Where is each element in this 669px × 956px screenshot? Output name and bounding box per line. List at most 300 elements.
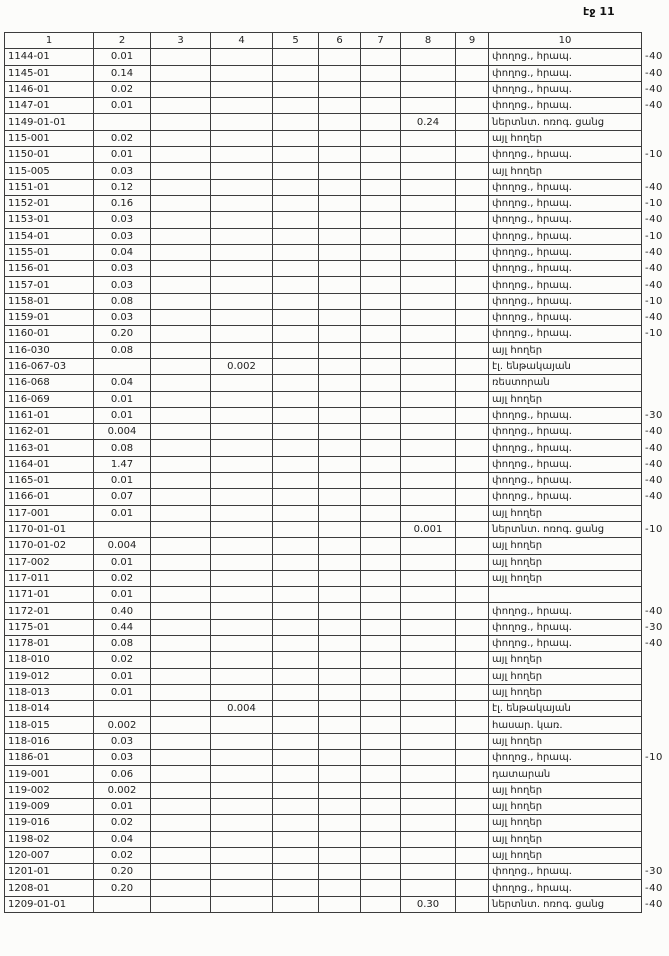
land-use-cell: փողոց., հրապ. <box>489 179 642 195</box>
value-cell <box>456 570 489 586</box>
value-cell <box>401 668 456 684</box>
margin-note <box>642 358 667 374</box>
value-cell <box>151 456 211 472</box>
value-cell <box>151 652 211 668</box>
value-cell <box>151 228 211 244</box>
value-cell <box>319 619 361 635</box>
margin-note: -40 <box>645 442 663 454</box>
column-header-10: 10 <box>489 33 642 49</box>
value-cell <box>456 603 489 619</box>
value-cell <box>319 81 361 97</box>
land-use-cell: փողոց., հրապ. <box>489 619 642 635</box>
value-cell <box>94 701 151 717</box>
value-cell <box>211 798 273 814</box>
value-cell <box>211 407 273 423</box>
value-cell <box>401 244 456 260</box>
column-header-9: 9 <box>456 33 489 49</box>
table-row <box>5 473 667 489</box>
value-cell <box>456 130 489 146</box>
value-cell <box>211 521 273 537</box>
parcel-code-cell: 1146-01 <box>5 81 94 97</box>
value-cell <box>319 798 361 814</box>
land-use-cell: այլ հողեր <box>489 847 642 863</box>
margin-note: -10 <box>645 752 663 764</box>
value-cell <box>319 635 361 651</box>
value-cell <box>151 244 211 260</box>
page-number-label: էջ 11 <box>583 5 615 18</box>
value-cell: 0.03 <box>94 261 151 277</box>
land-use-cell: այլ հողեր <box>489 342 642 358</box>
value-cell <box>319 244 361 260</box>
parcel-code-cell: 119-001 <box>5 766 94 782</box>
table-row <box>5 456 667 472</box>
value-cell <box>151 766 211 782</box>
margin-note <box>642 505 667 521</box>
land-use-cell: փողոց., հրապ. <box>489 277 642 293</box>
value-cell <box>456 684 489 700</box>
parcel-code-cell: 1150-01 <box>5 147 94 163</box>
value-cell <box>361 212 401 228</box>
value-cell <box>273 261 319 277</box>
value-cell <box>361 603 401 619</box>
value-cell <box>273 717 319 733</box>
value-cell <box>456 847 489 863</box>
parcel-code-cell: 1201-01 <box>5 864 94 880</box>
value-cell <box>361 554 401 570</box>
value-cell <box>211 554 273 570</box>
value-cell: 0.04 <box>94 831 151 847</box>
land-use-cell: այլ հողեր <box>489 831 642 847</box>
value-cell: 0.01 <box>94 668 151 684</box>
land-use-cell: փողոց., հրապ. <box>489 635 642 651</box>
table-row <box>5 179 667 195</box>
margin-note <box>642 847 667 863</box>
value-cell <box>401 440 456 456</box>
margin-note <box>642 733 667 749</box>
margin-note <box>642 538 667 554</box>
margin-note: -40 <box>645 67 663 79</box>
value-cell <box>361 782 401 798</box>
value-cell <box>456 212 489 228</box>
value-cell <box>273 130 319 146</box>
value-cell <box>319 163 361 179</box>
value-cell: 0.40 <box>94 603 151 619</box>
value-cell <box>401 782 456 798</box>
value-cell <box>273 391 319 407</box>
value-cell <box>211 896 273 912</box>
value-cell <box>273 456 319 472</box>
value-cell <box>273 668 319 684</box>
value-cell <box>361 358 401 374</box>
value-cell <box>151 326 211 342</box>
parcel-code-cell: 118-010 <box>5 652 94 668</box>
value-cell <box>211 261 273 277</box>
value-cell <box>361 147 401 163</box>
value-cell <box>456 98 489 114</box>
parcel-code-cell: 1144-01 <box>5 49 94 65</box>
value-cell <box>211 212 273 228</box>
value-cell <box>211 505 273 521</box>
margin-note <box>642 831 667 847</box>
land-use-cell: այլ հողեր <box>489 798 642 814</box>
value-cell <box>319 49 361 65</box>
value-cell <box>211 587 273 603</box>
value-cell <box>319 750 361 766</box>
value-cell <box>273 782 319 798</box>
value-cell: 1.47 <box>94 456 151 472</box>
value-cell <box>273 864 319 880</box>
value-cell <box>319 587 361 603</box>
value-cell <box>211 619 273 635</box>
value-cell <box>456 407 489 423</box>
value-cell <box>211 766 273 782</box>
value-cell <box>319 896 361 912</box>
value-cell <box>456 49 489 65</box>
value-cell: 0.001 <box>401 521 456 537</box>
parcel-code-cell: 1162-01 <box>5 424 94 440</box>
column-header-5: 5 <box>273 33 319 49</box>
value-cell <box>401 880 456 896</box>
value-cell <box>273 505 319 521</box>
value-cell <box>151 635 211 651</box>
value-cell <box>456 896 489 912</box>
margin-note: -10 <box>645 230 663 242</box>
value-cell <box>211 880 273 896</box>
table-row <box>5 635 667 651</box>
value-cell <box>273 489 319 505</box>
land-use-cell: այլ հողեր <box>489 505 642 521</box>
value-cell <box>361 130 401 146</box>
table-row <box>5 98 667 114</box>
value-cell <box>401 49 456 65</box>
value-cell <box>361 261 401 277</box>
value-cell: 0.002 <box>94 782 151 798</box>
value-cell: 0.04 <box>94 375 151 391</box>
value-cell <box>211 489 273 505</box>
parcel-code-cell: 1159-01 <box>5 310 94 326</box>
table-header-row <box>5 33 667 49</box>
margin-note: -40 <box>645 898 663 910</box>
value-cell <box>151 684 211 700</box>
land-use-cell: այլ հողեր <box>489 130 642 146</box>
margin-note: -10 <box>645 198 663 210</box>
value-cell: 0.01 <box>94 505 151 521</box>
value-cell <box>401 407 456 423</box>
value-cell <box>151 179 211 195</box>
value-cell <box>273 701 319 717</box>
value-cell <box>456 293 489 309</box>
parcel-code-cell: 119-012 <box>5 668 94 684</box>
land-use-cell: այլ հողեր <box>489 391 642 407</box>
margin-note: -40 <box>645 605 663 617</box>
value-cell <box>151 554 211 570</box>
value-cell <box>401 750 456 766</box>
value-cell <box>361 473 401 489</box>
value-cell <box>456 244 489 260</box>
value-cell <box>151 391 211 407</box>
value-cell <box>361 505 401 521</box>
value-cell <box>456 440 489 456</box>
value-cell <box>211 163 273 179</box>
value-cell: 0.01 <box>94 473 151 489</box>
value-cell <box>456 635 489 651</box>
value-cell <box>401 163 456 179</box>
value-cell: 0.07 <box>94 489 151 505</box>
land-use-cell: փողոց., հրապ. <box>489 98 642 114</box>
value-cell <box>361 831 401 847</box>
table-row <box>5 652 667 668</box>
value-cell <box>456 538 489 554</box>
value-cell <box>273 815 319 831</box>
parcel-code-cell: 119-002 <box>5 782 94 798</box>
land-use-cell: էլ. ենթակայան <box>489 358 642 374</box>
value-cell <box>151 375 211 391</box>
value-cell <box>361 684 401 700</box>
parcel-code-cell: 1164-01 <box>5 456 94 472</box>
value-cell <box>361 326 401 342</box>
value-cell <box>94 358 151 374</box>
table-row <box>5 277 667 293</box>
value-cell <box>151 195 211 211</box>
value-cell <box>361 798 401 814</box>
table-row <box>5 489 667 505</box>
parcel-code-cell: 1147-01 <box>5 98 94 114</box>
value-cell <box>273 684 319 700</box>
land-use-cell: փողոց., հրապ. <box>489 424 642 440</box>
value-cell: 0.02 <box>94 815 151 831</box>
value-cell <box>319 652 361 668</box>
value-cell <box>401 766 456 782</box>
table-row <box>5 603 667 619</box>
value-cell <box>319 310 361 326</box>
value-cell <box>211 733 273 749</box>
value-cell <box>456 733 489 749</box>
value-cell <box>319 603 361 619</box>
value-cell <box>456 424 489 440</box>
value-cell <box>401 456 456 472</box>
parcel-code-cell: 1208-01 <box>5 880 94 896</box>
value-cell: 0.03 <box>94 310 151 326</box>
table-row <box>5 521 667 537</box>
value-cell <box>319 489 361 505</box>
table-row <box>5 538 667 554</box>
value-cell <box>319 391 361 407</box>
value-cell <box>401 619 456 635</box>
value-cell <box>361 65 401 81</box>
margin-note <box>642 391 667 407</box>
value-cell <box>151 424 211 440</box>
value-cell <box>401 701 456 717</box>
value-cell <box>401 179 456 195</box>
value-cell <box>456 701 489 717</box>
value-cell <box>151 293 211 309</box>
table-row <box>5 570 667 586</box>
value-cell: 0.002 <box>94 717 151 733</box>
value-cell <box>151 619 211 635</box>
land-use-cell: փողոց., հրապ. <box>489 407 642 423</box>
value-cell <box>273 114 319 130</box>
table-row <box>5 733 667 749</box>
margin-note <box>642 587 667 603</box>
value-cell <box>401 391 456 407</box>
parcel-code-cell: 115-001 <box>5 130 94 146</box>
value-cell <box>319 815 361 831</box>
value-cell: 0.03 <box>94 750 151 766</box>
margin-note <box>642 375 667 391</box>
column-header-4: 4 <box>211 33 273 49</box>
land-use-cell: ռեստորան <box>489 375 642 391</box>
value-cell <box>151 717 211 733</box>
value-cell <box>361 864 401 880</box>
value-cell <box>211 277 273 293</box>
value-cell <box>319 98 361 114</box>
margin-note: -40 <box>645 882 663 894</box>
value-cell <box>456 179 489 195</box>
land-use-cell: փողոց., հրապ. <box>489 489 642 505</box>
land-use-cell: փողոց., հրապ. <box>489 326 642 342</box>
value-cell <box>151 342 211 358</box>
value-cell <box>456 147 489 163</box>
land-use-cell: այլ հողեր <box>489 668 642 684</box>
value-cell <box>361 570 401 586</box>
value-cell <box>151 538 211 554</box>
value-cell <box>401 603 456 619</box>
value-cell <box>401 261 456 277</box>
value-cell <box>319 342 361 358</box>
value-cell <box>456 815 489 831</box>
value-cell <box>361 766 401 782</box>
value-cell <box>361 440 401 456</box>
table-row <box>5 619 667 635</box>
value-cell <box>273 310 319 326</box>
value-cell <box>273 212 319 228</box>
value-cell: 0.44 <box>94 619 151 635</box>
value-cell: 0.004 <box>94 424 151 440</box>
value-cell <box>211 473 273 489</box>
value-cell <box>211 815 273 831</box>
table-row <box>5 554 667 570</box>
parcel-code-cell: 116-069 <box>5 391 94 407</box>
value-cell <box>361 815 401 831</box>
value-cell <box>319 505 361 521</box>
value-cell: 0.03 <box>94 733 151 749</box>
value-cell <box>273 244 319 260</box>
margin-note <box>642 114 667 130</box>
value-cell <box>361 652 401 668</box>
land-use-cell: այլ հողեր <box>489 684 642 700</box>
table-row <box>5 49 667 65</box>
value-cell <box>151 147 211 163</box>
value-cell <box>211 375 273 391</box>
table-row <box>5 880 667 896</box>
margin-note: -40 <box>645 279 663 291</box>
value-cell <box>361 733 401 749</box>
value-cell: 0.01 <box>94 684 151 700</box>
value-cell: 0.01 <box>94 407 151 423</box>
value-cell <box>151 750 211 766</box>
table-row <box>5 750 667 766</box>
value-cell <box>319 521 361 537</box>
table-row <box>5 147 667 163</box>
value-cell <box>151 473 211 489</box>
land-use-cell: ներտնտ. ոռոգ. ցանց <box>489 114 642 130</box>
value-cell <box>361 489 401 505</box>
margin-note <box>642 684 667 700</box>
value-cell <box>361 701 401 717</box>
parcel-code-cell: 115-005 <box>5 163 94 179</box>
parcel-code-cell: 116-030 <box>5 342 94 358</box>
margin-note <box>642 570 667 586</box>
value-cell <box>273 277 319 293</box>
value-cell <box>456 766 489 782</box>
margin-note: -40 <box>645 491 663 503</box>
value-cell <box>273 766 319 782</box>
column-header-8: 8 <box>401 33 456 49</box>
value-cell <box>401 212 456 228</box>
value-cell <box>456 831 489 847</box>
value-cell: 0.02 <box>94 652 151 668</box>
land-use-cell: փողոց., հրապ. <box>489 293 642 309</box>
margin-note: -40 <box>645 214 663 226</box>
value-cell <box>273 619 319 635</box>
parcel-code-cell: 117-001 <box>5 505 94 521</box>
parcel-code-cell: 1172-01 <box>5 603 94 619</box>
land-use-cell: ներտնտ. ոռոգ. ցանց <box>489 896 642 912</box>
parcel-code-cell: 117-002 <box>5 554 94 570</box>
value-cell <box>456 391 489 407</box>
land-use-cell: փողոց., հրապ. <box>489 147 642 163</box>
parcel-code-cell: 1156-01 <box>5 261 94 277</box>
parcel-code-cell: 118-015 <box>5 717 94 733</box>
value-cell <box>401 277 456 293</box>
value-cell <box>319 277 361 293</box>
land-use-cell: այլ հողեր <box>489 163 642 179</box>
land-use-cell: փողոց., հրապ. <box>489 65 642 81</box>
value-cell <box>211 293 273 309</box>
value-cell <box>273 147 319 163</box>
margin-note: -10 <box>645 328 663 340</box>
value-cell <box>401 815 456 831</box>
land-use-cell: այլ հողեր <box>489 554 642 570</box>
margin-note: -40 <box>645 312 663 324</box>
value-cell <box>401 130 456 146</box>
land-use-cell: փողոց., հրապ. <box>489 880 642 896</box>
value-cell <box>273 342 319 358</box>
parcel-code-cell: 1186-01 <box>5 750 94 766</box>
value-cell <box>456 342 489 358</box>
margin-note: -30 <box>645 866 663 878</box>
margin-note: -40 <box>645 100 663 112</box>
value-cell <box>319 293 361 309</box>
value-cell <box>361 277 401 293</box>
land-use-cell: այլ հողեր <box>489 782 642 798</box>
value-cell <box>456 489 489 505</box>
value-cell <box>401 473 456 489</box>
value-cell <box>456 358 489 374</box>
value-cell <box>456 114 489 130</box>
value-cell <box>319 424 361 440</box>
value-cell: 0.20 <box>94 326 151 342</box>
value-cell <box>273 521 319 537</box>
value-cell <box>273 750 319 766</box>
parcel-code-cell: 1151-01 <box>5 179 94 195</box>
table-row <box>5 831 667 847</box>
value-cell <box>456 277 489 293</box>
value-cell <box>151 49 211 65</box>
parcel-code-cell: 1166-01 <box>5 489 94 505</box>
value-cell <box>361 342 401 358</box>
value-cell <box>211 179 273 195</box>
